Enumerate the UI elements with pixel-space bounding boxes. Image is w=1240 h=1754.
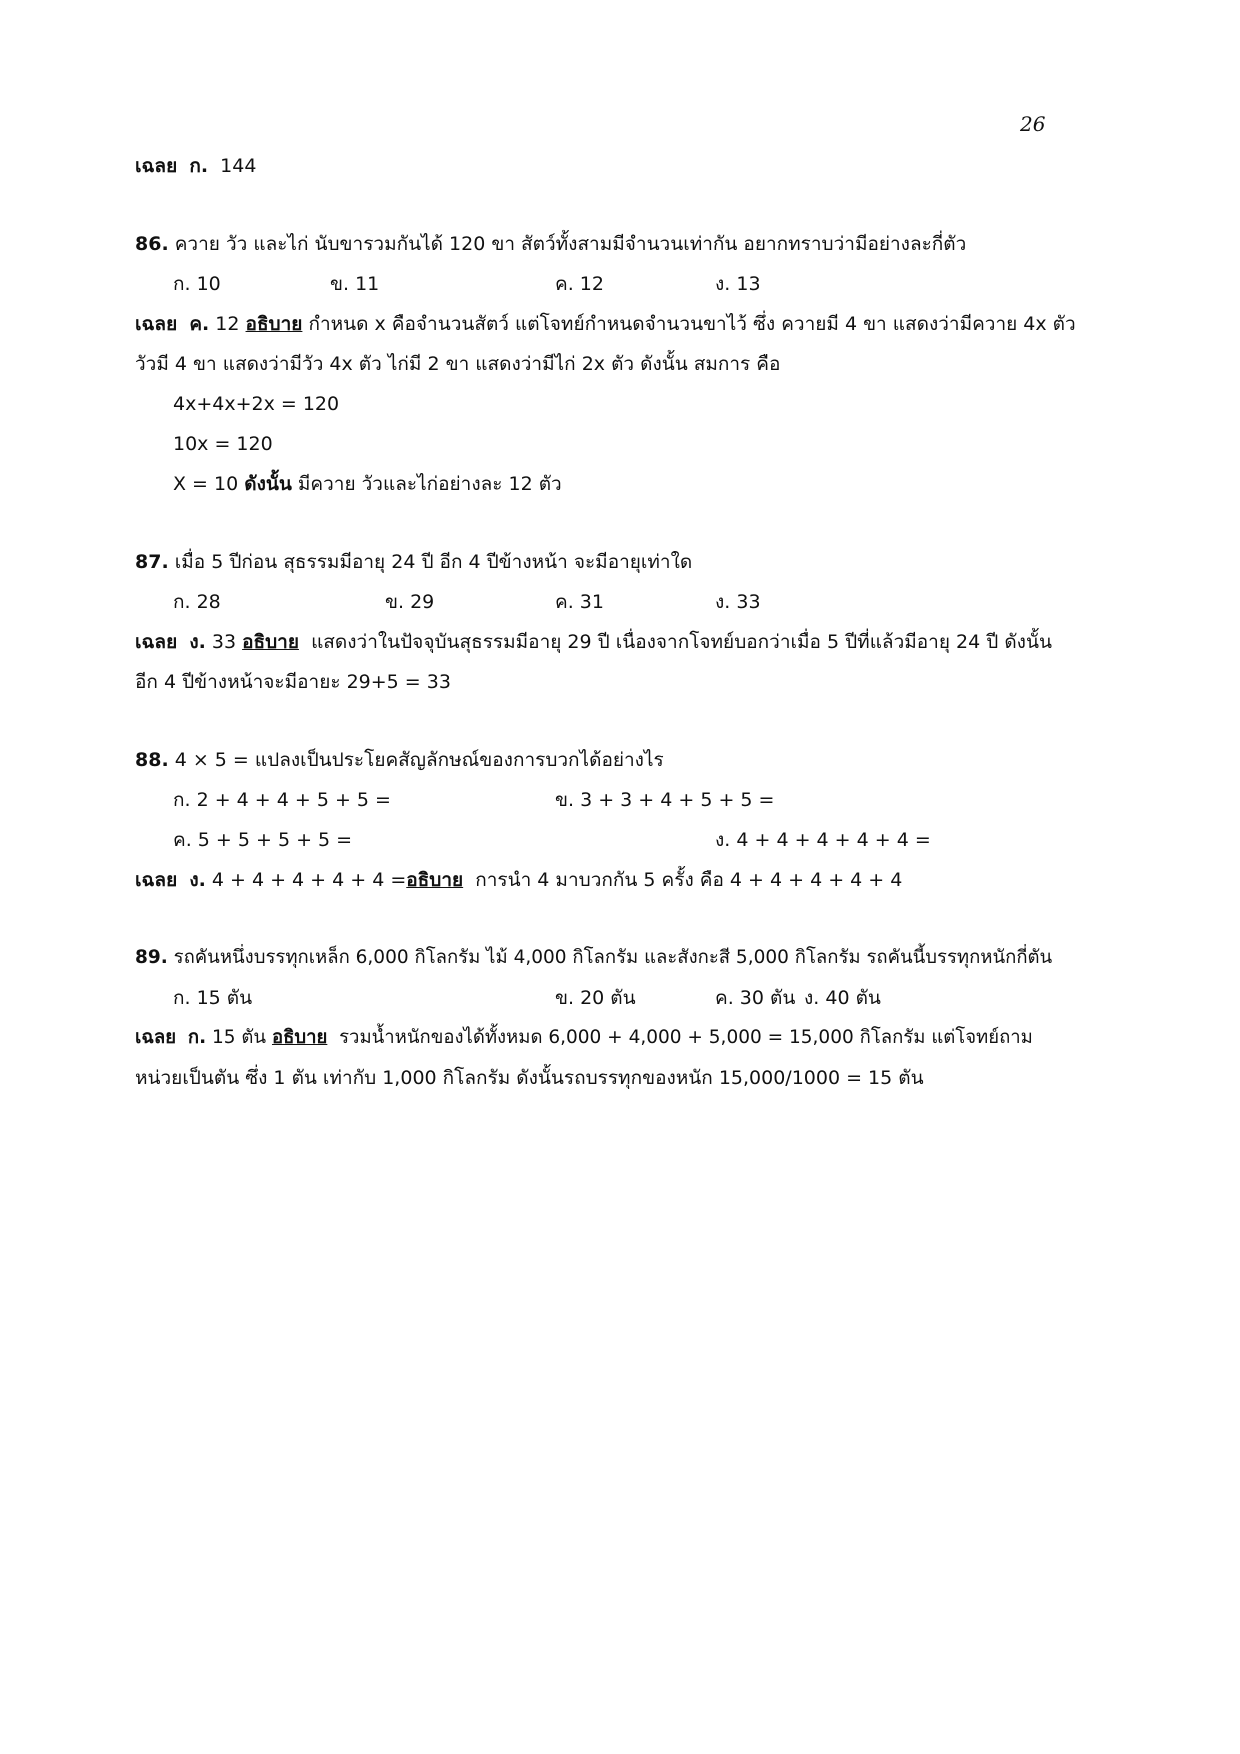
question-88 — [135, 746, 664, 774]
question-text: 4 × 5 = แปลงเป็นประโยคสัญลักษณ์ของการบวกได้อย่างไร — [174, 749, 664, 771]
question-text: เมื่อ 5 ปีก่อน สุธรรมมีอายุ 24 ปี อีก 4 ปีข้างหน้า จะมีอายุเท่าใด — [174, 551, 693, 573]
conclusion-text: มีควาย วัวและไก่อย่างละ 12 ตัว — [297, 473, 562, 495]
explanation-text: หน่วยเป็นตัน ซึ่ง 1 ตัน เท่ากับ 1,000 กิโลกรัม ดังนั้นรถบรรทุกของหนัก 15,000/1000 = 15 ตัน — [135, 1067, 924, 1089]
question-89 — [135, 944, 1052, 972]
equation-step: 4x+4x+2x = 120 — [173, 393, 340, 415]
explanation-text: วัวมี 4 ขา แสดงว่ามีวัว 4x ตัว ไก่มี 2 ขา แสดงว่ามีไก่ 2x ตัว ดังนั้น สมการ คือ — [135, 353, 781, 375]
explain-label: อธิบาย — [245, 313, 303, 335]
option-d: ง. 4 + 4 + 4 + 4 + 4 = — [715, 829, 931, 851]
explain-label: อธิบาย — [271, 1027, 328, 1048]
equation-final — [173, 470, 562, 498]
question-number: 89. — [135, 947, 168, 968]
option-c: ค. 5 + 5 + 5 + 5 = — [173, 829, 353, 851]
option-a: ก. 2 + 4 + 4 + 5 + 5 = — [173, 789, 391, 811]
answer-value: 33 — [211, 631, 237, 653]
explanation-text: การนำ 4 มาบวกกัน 5 ครั้ง คือ 4 + 4 + 4 + 4 + 4 — [475, 869, 903, 891]
explanation-text: แสดงว่าในปัจจุบันสุธรรมมีอายุ 29 ปี เนื่องจากโจทย์บอกว่าเมื่อ 5 ปีที่แล้วมีอายุ 24 ปี ดังนั้น — [311, 631, 1052, 653]
option-a: ก. 15 ตัน — [173, 987, 253, 1009]
answer-label: เฉลย — [135, 313, 178, 335]
question-87 — [135, 548, 692, 576]
answer-86 — [135, 310, 1076, 338]
option-a: ก. 10 — [173, 273, 221, 295]
answer-87 — [135, 628, 1052, 656]
answer-choice: ง. — [189, 631, 206, 653]
previous-answer — [135, 152, 256, 180]
option-b: ข. 11 — [330, 273, 380, 295]
equation-step: 10x = 120 — [173, 433, 273, 455]
explain-label: อธิบาย — [242, 631, 299, 653]
answer-choice: ค. — [189, 313, 210, 335]
explanation-text: อีก 4 ปีข้างหน้าจะมีอายะ 29+5 = 33 — [135, 671, 451, 693]
option-b: ข. 29 — [385, 591, 435, 613]
answer-label: เฉลย — [135, 1027, 177, 1048]
option-d: ง. 13 — [715, 273, 761, 295]
answer-value: 15 ตัน — [212, 1027, 267, 1048]
question-text: รถคันหนึ่งบรรทุกเหล็ก 6,000 กิโลกรัม ไม้ 4,000 กิโลกรัม และสังกะสี 5,000 กิโลกรัม รถคันนี้บรรทุกหนักกี่ตัน — [173, 947, 1053, 968]
explanation-text: กำหนด x คือจำนวนสัตว์ แต่โจทย์กำหนดจำนวนขาไว้ ซึ่ง ควายมี 4 ขา แสดงว่ามีควาย 4x ตัว — [308, 313, 1076, 335]
option-c: ค. 30 ตัน — [715, 987, 796, 1009]
answer-label: เฉลย — [135, 155, 178, 177]
conclusion-label: ดังนั้น — [244, 473, 292, 495]
explanation-text: รวมน้ำหนักของได้ทั้งหมด 6,000 + 4,000 + 5,000 = 15,000 กิโลกรัม แต่โจทย์ถาม — [339, 1027, 1033, 1048]
option-d: ง. 40 ตัน — [804, 987, 881, 1009]
answer-value: 4 + 4 + 4 + 4 + 4 = — [211, 869, 407, 891]
question-86 — [135, 230, 966, 258]
answer-value: 12 — [215, 313, 240, 335]
question-number: 86. — [135, 233, 169, 255]
answer-89 — [135, 1024, 1033, 1052]
option-d: ง. 33 — [715, 591, 761, 613]
option-c: ค. 31 — [555, 591, 604, 613]
answer-label: เฉลย — [135, 631, 178, 653]
question-text: ควาย วัว และไก่ นับขารวมกันได้ 120 ขา สัตว์ทั้งสามมีจำนวนเท่ากัน อยากทราบว่ามีอย่างละกี่ตัว — [174, 233, 967, 255]
answer-choice: ก. — [189, 155, 209, 177]
answer-choice: ก. — [187, 1027, 207, 1048]
question-number: 87. — [135, 551, 169, 573]
option-a: ก. 28 — [173, 591, 221, 613]
option-b: ข. 20 ตัน — [555, 987, 636, 1009]
question-number: 88. — [135, 749, 169, 771]
answer-label: เฉลย — [135, 869, 178, 891]
option-c: ค. 12 — [555, 273, 604, 295]
option-b: ข. 3 + 3 + 4 + 5 + 5 = — [555, 789, 775, 811]
answer-choice: ง. — [189, 869, 206, 891]
answer-88 — [135, 866, 902, 894]
page-number: 26 — [1020, 112, 1046, 136]
explain-label: อธิบาย — [406, 869, 464, 891]
final-value: X = 10 — [173, 473, 239, 495]
answer-value: 144 — [220, 155, 257, 177]
